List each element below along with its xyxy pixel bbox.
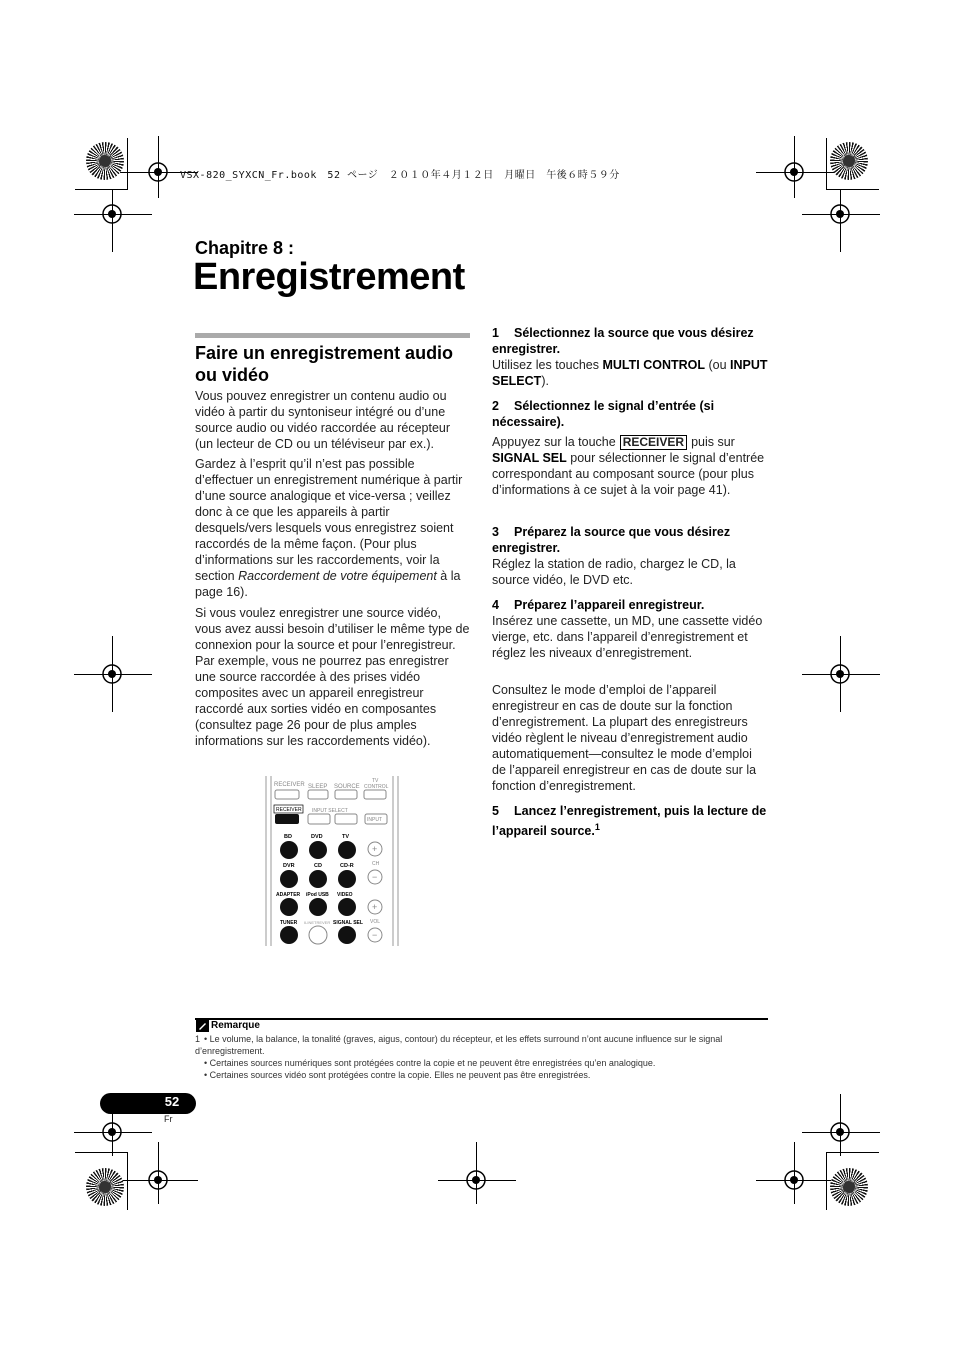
step-1-title: 1 Sélectionnez la source que vous désirez enregistrer. [492, 326, 754, 356]
input-label: INPUT [367, 817, 382, 823]
source-button [335, 790, 357, 799]
input-select-label: INPUT SELECT [312, 808, 348, 814]
step-4-title: 4 Préparez l’appareil enregistreur. [492, 598, 705, 612]
registration-mark-icon [464, 1168, 488, 1192]
chapter-title: Enregistrement [193, 256, 465, 298]
bd-button [280, 841, 298, 859]
step-4-body: Insérez une cassette, un MD, une cassette vidéo vierge, etc. dans l’appareil d’enregistrement et réglez les niveaux d’enregistrement. [492, 614, 763, 660]
cross-reference: Raccordement de votre équipement [238, 569, 437, 583]
video-button [338, 898, 356, 916]
cd-button [309, 870, 327, 888]
remote-label: DVR [283, 863, 295, 869]
svg-text:−: − [372, 930, 378, 940]
receiver-key-label: RECEIVER [620, 435, 687, 450]
remote-label: VIDEO [337, 892, 353, 898]
registration-mark-icon [100, 1120, 124, 1144]
registration-mark-icon [828, 202, 852, 226]
remote-label: DVD [311, 834, 323, 840]
note-heading: Remarque [211, 1020, 260, 1031]
input-select-right-button [335, 814, 357, 824]
registration-mark-icon [100, 202, 124, 226]
step-3-body: Réglez la station de radio, chargez le CD, la source vidéo, le DVD etc. [492, 557, 736, 587]
registration-mark-icon [828, 662, 852, 686]
step-3-title: 3 Préparez la source que vous désirez enregistrer. [492, 525, 731, 555]
paragraph: Vous pouvez enregistrer un contenu audio ou vidéo à partir du syntoniseur intégré ou d’une source audio ou vidéo raccordée au récepteur (un lecteur de CD ou un téléviseur par ex.). [195, 389, 451, 451]
note-item: 1 • Le volume, la balance, la tonalité (graves, aigus, contour) du récepteur, et les effets surround n’ont aucune influence sur le signal d’enregistrement. [195, 1034, 723, 1056]
remote-label: SOURCE [334, 784, 360, 790]
remote-label: CD-R [340, 863, 354, 869]
note-item: • Certaines sources numériques sont protégées contre la copie et ne peuvent être enregistrées qu’en analogique. [204, 1058, 656, 1068]
remote-control-illustration [262, 776, 402, 946]
remote-label: TV [342, 834, 350, 840]
registration-mark-icon [828, 1120, 852, 1144]
section-title: Faire un enregistrement audio ou vidéo [195, 343, 454, 385]
remote-label: TV [372, 778, 379, 784]
step-1-body: Utilisez les touches MULTI CONTROL (ou INPUT SELECT). [492, 358, 768, 388]
chapter-label: Chapitre 8 : [195, 238, 295, 258]
color-wheel-icon [86, 142, 124, 180]
tuner-button [280, 926, 298, 944]
step-4-body-2: Consultez le mode d’emploi de l’appareil enregistreur en cas de doute sur la fonction d’enregistrement. La plupart des enregistreurs vidéo règlent le niveau d’enregistrement audio automatiquement—consultez le mode d’emploi de l’appareil enregistreur en cas de doute sur la fonction d’enregistrement. [492, 683, 757, 793]
registration-mark-icon [100, 662, 124, 686]
note-divider [195, 1018, 768, 1020]
footnote-ref: 1 [594, 822, 600, 832]
svg-text:+: + [372, 902, 378, 912]
signal-sel-button [338, 926, 356, 944]
paragraph: Gardez à l’esprit qu’il n’est pas possible d’effectuer un enregistrement numérique à partir d’une source analogique et vice-versa ; veillez donc à ce que les appareils à partir desquels/vers lesquels vous enregistrez soient raccordés de la même façon. (Pour plus d’informations sur les raccordements, voir la section Raccordement de votre équipement à la page 16). [195, 457, 463, 599]
step-2-title: 2 Sélectionnez le signal d’entrée (si nécessaire). [492, 399, 715, 429]
page-number: 52 [164, 1094, 180, 1109]
receiver-power-button [275, 790, 299, 799]
adapter-button [280, 898, 298, 916]
remote-label: CONTROL [364, 784, 389, 790]
dvd-button [309, 841, 327, 859]
remote-label: BD [284, 834, 292, 840]
print-header: VSX-820_SYXCN_Fr.book 52 ページ ２０１０年４月１２日 月曜日 午後６時５９分 [180, 170, 620, 181]
registration-mark-icon [146, 1168, 170, 1192]
vol-label: VOL [370, 919, 381, 925]
remote-label: ILINETREVER [304, 920, 331, 925]
step-2-body: Appuyez sur la touche RECEIVER puis sur SIGNAL SEL pour sélectionner le signal d’entrée correspondant au composant source (pour plus d’informations à ce sujet à la voir page 41). [492, 435, 765, 497]
section-bar [195, 333, 470, 338]
color-wheel-icon [830, 142, 868, 180]
registration-mark-icon [146, 160, 170, 184]
ch-label: CH [372, 861, 380, 867]
unlabeled-button [309, 926, 327, 944]
note-icon [196, 1020, 209, 1032]
receiver-mode-button [275, 814, 299, 824]
svg-text:+: + [372, 844, 378, 854]
remote-label: RECEIVER [274, 782, 305, 788]
registration-mark-icon [782, 1168, 806, 1192]
svg-text:−: − [372, 872, 378, 882]
tv-control-button [364, 790, 386, 799]
input-select-left-button [308, 814, 330, 824]
color-wheel-icon [830, 1168, 868, 1206]
remote-label: ADAPTER [276, 892, 301, 898]
receiver-button-label: RECEIVER [276, 807, 302, 813]
cd-r-button [338, 870, 356, 888]
note-item: • Certaines sources vidéo sont protégées contre la copie. Elles ne peuvent pas être enregistrées. [204, 1070, 591, 1080]
remote-label: iPod USB [306, 892, 329, 898]
ipod-usb-button [309, 898, 327, 916]
remote-label: SLEEP [308, 784, 328, 790]
remote-label: CD [314, 863, 322, 869]
dvr-button [280, 870, 298, 888]
sleep-button [308, 790, 328, 799]
color-wheel-icon [86, 1168, 124, 1206]
remote-label: SIGNAL SEL [333, 920, 363, 926]
step-5-title: 5 Lancez l’enregistrement, puis la lecture de l’appareil source.$^1$ [492, 804, 767, 839]
registration-mark-icon [782, 160, 806, 184]
paragraph: Si vous voulez enregistrer une source vidéo, vous avez aussi besoin d’utiliser le même type de connexion pour la source et pour l’enregistreur. Par exemple, vous ne pourrez pas enregistrer une source raccordée à des prises vidéo composites avec un appareil enregistreur raccordé aux sorties vidéo en composantes (consultez page 26 pour de plus amples informations sur les raccordements vidéo). [195, 606, 470, 748]
page-language: Fr [164, 1114, 173, 1124]
tv-button [338, 841, 356, 859]
remote-label: TUNER [280, 920, 298, 926]
